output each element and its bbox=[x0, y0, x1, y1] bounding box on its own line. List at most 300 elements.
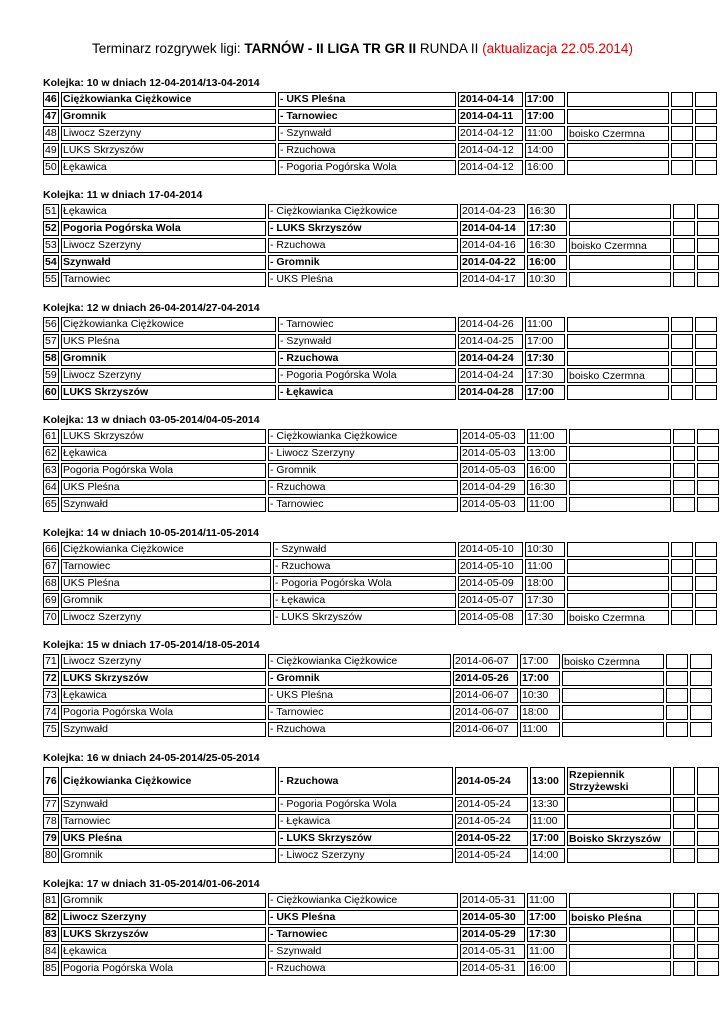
match-time: 11:00 bbox=[530, 814, 565, 829]
match-time: 10:30 bbox=[520, 688, 560, 703]
match-number: 66 bbox=[43, 542, 59, 557]
match-row bbox=[43, 238, 719, 253]
empty-cell bbox=[673, 797, 695, 812]
match-row bbox=[43, 385, 717, 400]
match-venue-note bbox=[569, 221, 671, 236]
empty-cell bbox=[697, 480, 719, 495]
match-row bbox=[43, 831, 719, 846]
match-row bbox=[43, 705, 712, 720]
match-time: 17:30 bbox=[527, 927, 567, 942]
match-time: 14:00 bbox=[530, 848, 565, 863]
match-row bbox=[43, 797, 719, 812]
match-number: 82 bbox=[43, 910, 59, 925]
home-team: Tarnowiec bbox=[61, 559, 271, 574]
match-date: 2014-05-24 bbox=[455, 767, 528, 795]
empty-cell bbox=[673, 272, 695, 287]
match-time: 16:00 bbox=[527, 255, 567, 270]
match-date: 2014-04-25 bbox=[458, 334, 523, 349]
match-venue-note bbox=[567, 559, 669, 574]
empty-cell bbox=[697, 961, 719, 976]
home-team: Liwocz Szerzyny bbox=[61, 126, 276, 141]
away-team: - Szynwałd bbox=[278, 334, 456, 349]
empty-cell bbox=[673, 893, 695, 908]
match-number: 49 bbox=[43, 143, 59, 158]
match-venue-note bbox=[567, 542, 669, 557]
empty-cell bbox=[697, 429, 719, 444]
round-title: Kolejka: 16 w dniach 24-05-2014/25-05-2014 bbox=[43, 752, 260, 764]
empty-cell bbox=[673, 961, 695, 976]
away-team: - Ciężkowianka Ciężkowice bbox=[268, 654, 451, 669]
match-number: 85 bbox=[43, 961, 59, 976]
empty-cell bbox=[673, 221, 695, 236]
empty-cell bbox=[690, 671, 712, 686]
match-time: 13:00 bbox=[530, 767, 565, 795]
match-date: 2014-05-24 bbox=[455, 848, 528, 863]
empty-cell bbox=[673, 204, 695, 219]
empty-cell bbox=[673, 463, 695, 478]
match-venue-note bbox=[569, 446, 671, 461]
empty-cell bbox=[695, 317, 717, 332]
title-prefix: Terminarz rozgrywek ligi: bbox=[92, 41, 245, 56]
away-team: - Łękawica bbox=[278, 814, 453, 829]
match-number: 83 bbox=[43, 927, 59, 942]
home-team: LUKS Skrzyszów bbox=[61, 927, 266, 942]
empty-cell bbox=[697, 927, 719, 942]
match-venue-note: Rzepiennik Strzyżewski bbox=[567, 767, 671, 795]
match-venue-note: boisko Czermna bbox=[567, 126, 669, 141]
round-title: Kolejka: 10 w dniach 12-04-2014/13-04-2014 bbox=[43, 77, 260, 89]
match-number: 48 bbox=[43, 126, 59, 141]
empty-cell bbox=[666, 705, 688, 720]
match-number: 70 bbox=[43, 610, 59, 625]
match-date: 2014-04-14 bbox=[458, 92, 523, 107]
away-team: - LUKS Skrzyszów bbox=[273, 610, 456, 625]
away-team: - Rzuchowa bbox=[268, 961, 458, 976]
match-date: 2014-05-07 bbox=[458, 593, 523, 608]
match-venue-note bbox=[562, 705, 664, 720]
away-team: - Pogoria Pogórska Wola bbox=[278, 368, 456, 383]
match-time: 17:00 bbox=[525, 109, 565, 124]
match-venue-note: boisko Pleśna bbox=[569, 910, 671, 925]
empty-cell bbox=[673, 255, 695, 270]
match-venue-note: Boisko Skrzyszów bbox=[567, 831, 671, 846]
match-number: 73 bbox=[43, 688, 59, 703]
match-venue-note bbox=[567, 814, 671, 829]
home-team: Pogoria Pogórska Wola bbox=[61, 221, 266, 236]
empty-cell bbox=[671, 559, 693, 574]
match-time: 11:00 bbox=[525, 317, 565, 332]
away-team: - Pogoria Pogórska Wola bbox=[278, 160, 456, 175]
match-time: 11:00 bbox=[527, 944, 567, 959]
empty-cell bbox=[697, 831, 719, 846]
match-time: 17:00 bbox=[520, 671, 560, 686]
match-row bbox=[43, 109, 717, 124]
round-label: RUNDA II bbox=[416, 41, 483, 56]
home-team: Szynwałd bbox=[61, 722, 266, 737]
match-row bbox=[43, 961, 719, 976]
round-title: Kolejka: 14 w dniach 10-05-2014/11-05-2014 bbox=[43, 527, 259, 539]
match-number: 69 bbox=[43, 593, 59, 608]
match-time: 16:00 bbox=[527, 463, 567, 478]
match-number: 67 bbox=[43, 559, 59, 574]
match-venue-note bbox=[562, 671, 664, 686]
round-title: Kolejka: 13 w dniach 03-05-2014/04-05-2014 bbox=[43, 414, 260, 426]
match-number: 76 bbox=[43, 767, 59, 795]
empty-cell bbox=[697, 204, 719, 219]
empty-cell bbox=[695, 593, 717, 608]
match-time: 16:00 bbox=[527, 961, 567, 976]
league-name: TARNÓW - II LIGA TR GR II bbox=[244, 41, 417, 56]
match-time: 17:30 bbox=[525, 351, 565, 366]
match-time: 18:00 bbox=[520, 705, 560, 720]
away-team: - Gromnik bbox=[268, 255, 458, 270]
round-section bbox=[43, 877, 683, 978]
away-team: - Liwocz Szerzyny bbox=[268, 446, 458, 461]
empty-cell bbox=[695, 559, 717, 574]
away-team: - Gromnik bbox=[268, 671, 451, 686]
match-row bbox=[43, 688, 712, 703]
match-time: 17:30 bbox=[525, 368, 565, 383]
match-date: 2014-04-29 bbox=[460, 480, 525, 495]
home-team: Tarnowiec bbox=[61, 814, 276, 829]
match-date: 2014-05-31 bbox=[460, 961, 525, 976]
empty-cell bbox=[690, 705, 712, 720]
round-title: Kolejka: 17 w dniach 31-05-2014/01-06-2014 bbox=[43, 878, 260, 890]
match-number: 58 bbox=[43, 351, 59, 366]
empty-cell bbox=[673, 944, 695, 959]
match-date: 2014-06-07 bbox=[453, 705, 518, 720]
home-team: LUKS Skrzyszów bbox=[61, 385, 276, 400]
empty-cell bbox=[673, 910, 695, 925]
home-team: Łękawica bbox=[61, 944, 266, 959]
match-venue-note bbox=[569, 497, 671, 512]
match-number: 77 bbox=[43, 797, 59, 812]
home-team: LUKS Skrzyszów bbox=[61, 143, 276, 158]
match-time: 14:00 bbox=[525, 143, 565, 158]
match-venue-note bbox=[569, 255, 671, 270]
match-date: 2014-05-31 bbox=[460, 944, 525, 959]
match-time: 11:00 bbox=[520, 722, 560, 737]
match-time: 18:00 bbox=[525, 576, 565, 591]
match-row bbox=[43, 497, 719, 512]
match-date: 2014-05-30 bbox=[460, 910, 525, 925]
empty-cell bbox=[697, 497, 719, 512]
home-team: Szynwałd bbox=[61, 797, 276, 812]
match-number: 52 bbox=[43, 221, 59, 236]
empty-cell bbox=[695, 126, 717, 141]
match-number: 62 bbox=[43, 446, 59, 461]
empty-cell bbox=[671, 109, 693, 124]
match-venue-note bbox=[567, 848, 671, 863]
match-date: 2014-05-09 bbox=[458, 576, 523, 591]
home-team: Gromnik bbox=[61, 351, 276, 366]
match-time: 11:00 bbox=[525, 559, 565, 574]
match-date: 2014-04-28 bbox=[458, 385, 523, 400]
match-row bbox=[43, 671, 712, 686]
match-date: 2014-04-12 bbox=[458, 126, 523, 141]
match-date: 2014-04-12 bbox=[458, 143, 523, 158]
empty-cell bbox=[695, 610, 717, 625]
match-date: 2014-04-17 bbox=[460, 272, 525, 287]
away-team: - Rzuchowa bbox=[278, 351, 456, 366]
match-row bbox=[43, 542, 717, 557]
empty-cell bbox=[673, 814, 695, 829]
empty-cell bbox=[673, 446, 695, 461]
match-number: 47 bbox=[43, 109, 59, 124]
empty-cell bbox=[697, 944, 719, 959]
empty-cell bbox=[697, 463, 719, 478]
match-row bbox=[43, 559, 717, 574]
match-date: 2014-05-24 bbox=[455, 797, 528, 812]
home-team: LUKS Skrzyszów bbox=[61, 671, 266, 686]
empty-cell bbox=[671, 126, 693, 141]
home-team: UKS Pleśna bbox=[61, 831, 276, 846]
match-number: 72 bbox=[43, 671, 59, 686]
empty-cell bbox=[697, 910, 719, 925]
home-team: Gromnik bbox=[61, 893, 266, 908]
match-time: 17:30 bbox=[527, 221, 567, 236]
match-venue-note: boisko Czermna bbox=[569, 238, 671, 253]
match-date: 2014-06-07 bbox=[453, 722, 518, 737]
round-title: Kolejka: 15 w dniach 17-05-2014/18-05-2014 bbox=[43, 639, 260, 651]
match-table bbox=[41, 652, 714, 739]
match-number: 68 bbox=[43, 576, 59, 591]
empty-cell bbox=[697, 893, 719, 908]
empty-cell bbox=[671, 368, 693, 383]
match-number: 79 bbox=[43, 831, 59, 846]
match-date: 2014-05-03 bbox=[460, 497, 525, 512]
match-time: 11:00 bbox=[525, 126, 565, 141]
match-number: 55 bbox=[43, 272, 59, 287]
empty-cell bbox=[695, 109, 717, 124]
match-date: 2014-04-22 bbox=[460, 255, 525, 270]
empty-cell bbox=[671, 593, 693, 608]
match-date: 2014-06-07 bbox=[453, 688, 518, 703]
match-number: 64 bbox=[43, 480, 59, 495]
match-time: 11:00 bbox=[527, 497, 567, 512]
match-row bbox=[43, 893, 719, 908]
away-team: - Tarnowiec bbox=[268, 497, 458, 512]
match-row bbox=[43, 576, 717, 591]
empty-cell bbox=[671, 351, 693, 366]
match-venue-note bbox=[569, 893, 671, 908]
away-team: - Ciężkowianka Ciężkowice bbox=[268, 429, 458, 444]
empty-cell bbox=[695, 143, 717, 158]
home-team: Gromnik bbox=[61, 109, 276, 124]
match-date: 2014-05-10 bbox=[458, 559, 523, 574]
away-team: - Tarnowiec bbox=[268, 705, 451, 720]
match-date: 2014-05-08 bbox=[458, 610, 523, 625]
empty-cell bbox=[695, 351, 717, 366]
match-row bbox=[43, 160, 717, 175]
home-team: UKS Pleśna bbox=[61, 334, 276, 349]
home-team: UKS Pleśna bbox=[61, 480, 266, 495]
match-time: 13:00 bbox=[527, 446, 567, 461]
match-number: 46 bbox=[43, 92, 59, 107]
empty-cell bbox=[673, 848, 695, 863]
match-number: 63 bbox=[43, 463, 59, 478]
match-number: 71 bbox=[43, 654, 59, 669]
empty-cell bbox=[671, 317, 693, 332]
home-team: Łękawica bbox=[61, 688, 266, 703]
match-time: 17:00 bbox=[527, 910, 567, 925]
match-time: 17:00 bbox=[525, 92, 565, 107]
round-section bbox=[43, 413, 683, 514]
away-team: - UKS Pleśna bbox=[278, 92, 456, 107]
match-venue-note bbox=[569, 272, 671, 287]
away-team: - Rzuchowa bbox=[273, 559, 456, 574]
match-row bbox=[43, 255, 719, 270]
match-table bbox=[41, 540, 719, 627]
empty-cell bbox=[697, 255, 719, 270]
match-row bbox=[43, 272, 719, 287]
away-team: - Gromnik bbox=[268, 463, 458, 478]
empty-cell bbox=[671, 610, 693, 625]
match-row bbox=[43, 654, 712, 669]
round-section bbox=[43, 526, 683, 627]
away-team: - Tarnowiec bbox=[268, 927, 458, 942]
match-venue-note: boisko Czermna bbox=[567, 610, 669, 625]
match-row bbox=[43, 848, 719, 863]
match-time: 17:00 bbox=[525, 385, 565, 400]
match-time: 16:30 bbox=[527, 204, 567, 219]
away-team: - Szynwałd bbox=[278, 126, 456, 141]
match-table bbox=[41, 891, 721, 978]
home-team: LUKS Skrzyszów bbox=[61, 429, 266, 444]
update-note: (aktualizacja 22.05.2014) bbox=[482, 41, 633, 56]
match-venue-note bbox=[567, 576, 669, 591]
home-team: Ciężkowianka Ciężkowice bbox=[61, 767, 276, 795]
home-team: Tarnowiec bbox=[61, 272, 266, 287]
away-team: - UKS Pleśna bbox=[268, 910, 458, 925]
match-venue-note bbox=[569, 961, 671, 976]
match-date: 2014-05-22 bbox=[455, 831, 528, 846]
match-date: 2014-04-26 bbox=[458, 317, 523, 332]
match-date: 2014-04-23 bbox=[460, 204, 525, 219]
empty-cell bbox=[673, 831, 695, 846]
empty-cell bbox=[673, 429, 695, 444]
round-section bbox=[43, 638, 683, 739]
empty-cell bbox=[666, 688, 688, 703]
away-team: - Łękawica bbox=[273, 593, 456, 608]
empty-cell bbox=[695, 576, 717, 591]
match-date: 2014-05-03 bbox=[460, 429, 525, 444]
match-table bbox=[41, 202, 721, 289]
match-number: 84 bbox=[43, 944, 59, 959]
empty-cell bbox=[697, 767, 719, 795]
empty-cell bbox=[695, 368, 717, 383]
away-team: - UKS Pleśna bbox=[268, 272, 458, 287]
match-date: 2014-05-31 bbox=[460, 893, 525, 908]
match-date: 2014-06-07 bbox=[453, 654, 518, 669]
match-venue-note bbox=[567, 160, 669, 175]
home-team: Szynwałd bbox=[61, 497, 266, 512]
empty-cell bbox=[697, 272, 719, 287]
empty-cell bbox=[697, 446, 719, 461]
match-venue-note bbox=[567, 317, 669, 332]
empty-cell bbox=[695, 160, 717, 175]
home-team: Łękawica bbox=[61, 446, 266, 461]
match-number: 57 bbox=[43, 334, 59, 349]
round-section bbox=[43, 188, 683, 289]
match-row bbox=[43, 368, 717, 383]
match-number: 53 bbox=[43, 238, 59, 253]
match-row bbox=[43, 143, 717, 158]
empty-cell bbox=[697, 848, 719, 863]
home-team: Pogoria Pogórska Wola bbox=[61, 961, 266, 976]
match-date: 2014-05-24 bbox=[455, 814, 528, 829]
home-team: Ciężkowianka Ciężkowice bbox=[61, 92, 276, 107]
match-number: 65 bbox=[43, 497, 59, 512]
empty-cell bbox=[671, 92, 693, 107]
empty-cell bbox=[671, 160, 693, 175]
round-section bbox=[43, 751, 683, 865]
empty-cell bbox=[666, 722, 688, 737]
empty-cell bbox=[697, 221, 719, 236]
empty-cell bbox=[673, 927, 695, 942]
home-team: Liwocz Szerzyny bbox=[61, 238, 266, 253]
empty-cell bbox=[690, 722, 712, 737]
empty-cell bbox=[695, 92, 717, 107]
home-team: Liwocz Szerzyny bbox=[61, 610, 271, 625]
match-date: 2014-05-26 bbox=[453, 671, 518, 686]
home-team: Pogoria Pogórska Wola bbox=[61, 463, 266, 478]
away-team: - Rzuchowa bbox=[268, 722, 451, 737]
home-team: Ciężkowianka Ciężkowice bbox=[61, 317, 276, 332]
match-number: 56 bbox=[43, 317, 59, 332]
match-number: 81 bbox=[43, 893, 59, 908]
match-row bbox=[43, 92, 717, 107]
match-date: 2014-05-10 bbox=[458, 542, 523, 557]
match-time: 11:00 bbox=[527, 893, 567, 908]
empty-cell bbox=[671, 334, 693, 349]
match-row bbox=[43, 910, 719, 925]
home-team: Gromnik bbox=[61, 848, 276, 863]
match-date: 2014-04-24 bbox=[458, 368, 523, 383]
match-time: 17:00 bbox=[525, 334, 565, 349]
match-venue-note bbox=[562, 688, 664, 703]
match-time: 10:30 bbox=[527, 272, 567, 287]
match-date: 2014-04-16 bbox=[460, 238, 525, 253]
match-row bbox=[43, 927, 719, 942]
match-row bbox=[43, 126, 717, 141]
match-venue-note bbox=[569, 927, 671, 942]
match-number: 51 bbox=[43, 204, 59, 219]
match-time: 17:00 bbox=[520, 654, 560, 669]
home-team: Liwocz Szerzyny bbox=[61, 368, 276, 383]
match-date: 2014-04-24 bbox=[458, 351, 523, 366]
match-row bbox=[43, 480, 719, 495]
page-title bbox=[0, 41, 725, 56]
match-row bbox=[43, 463, 719, 478]
match-venue-note bbox=[567, 351, 669, 366]
match-date: 2014-04-12 bbox=[458, 160, 523, 175]
match-date: 2014-04-11 bbox=[458, 109, 523, 124]
match-row bbox=[43, 767, 719, 795]
match-venue-note: boisko Czermna bbox=[567, 368, 669, 383]
empty-cell bbox=[671, 542, 693, 557]
round-title: Kolejka: 12 w dniach 26-04-2014/27-04-2014 bbox=[43, 302, 260, 314]
empty-cell bbox=[697, 814, 719, 829]
match-venue-note bbox=[567, 593, 669, 608]
match-time: 11:00 bbox=[527, 429, 567, 444]
match-table bbox=[41, 765, 721, 865]
match-venue-note bbox=[567, 334, 669, 349]
empty-cell bbox=[695, 334, 717, 349]
match-venue-note bbox=[567, 797, 671, 812]
round-section bbox=[43, 301, 683, 402]
home-team: Łękawica bbox=[61, 160, 276, 175]
